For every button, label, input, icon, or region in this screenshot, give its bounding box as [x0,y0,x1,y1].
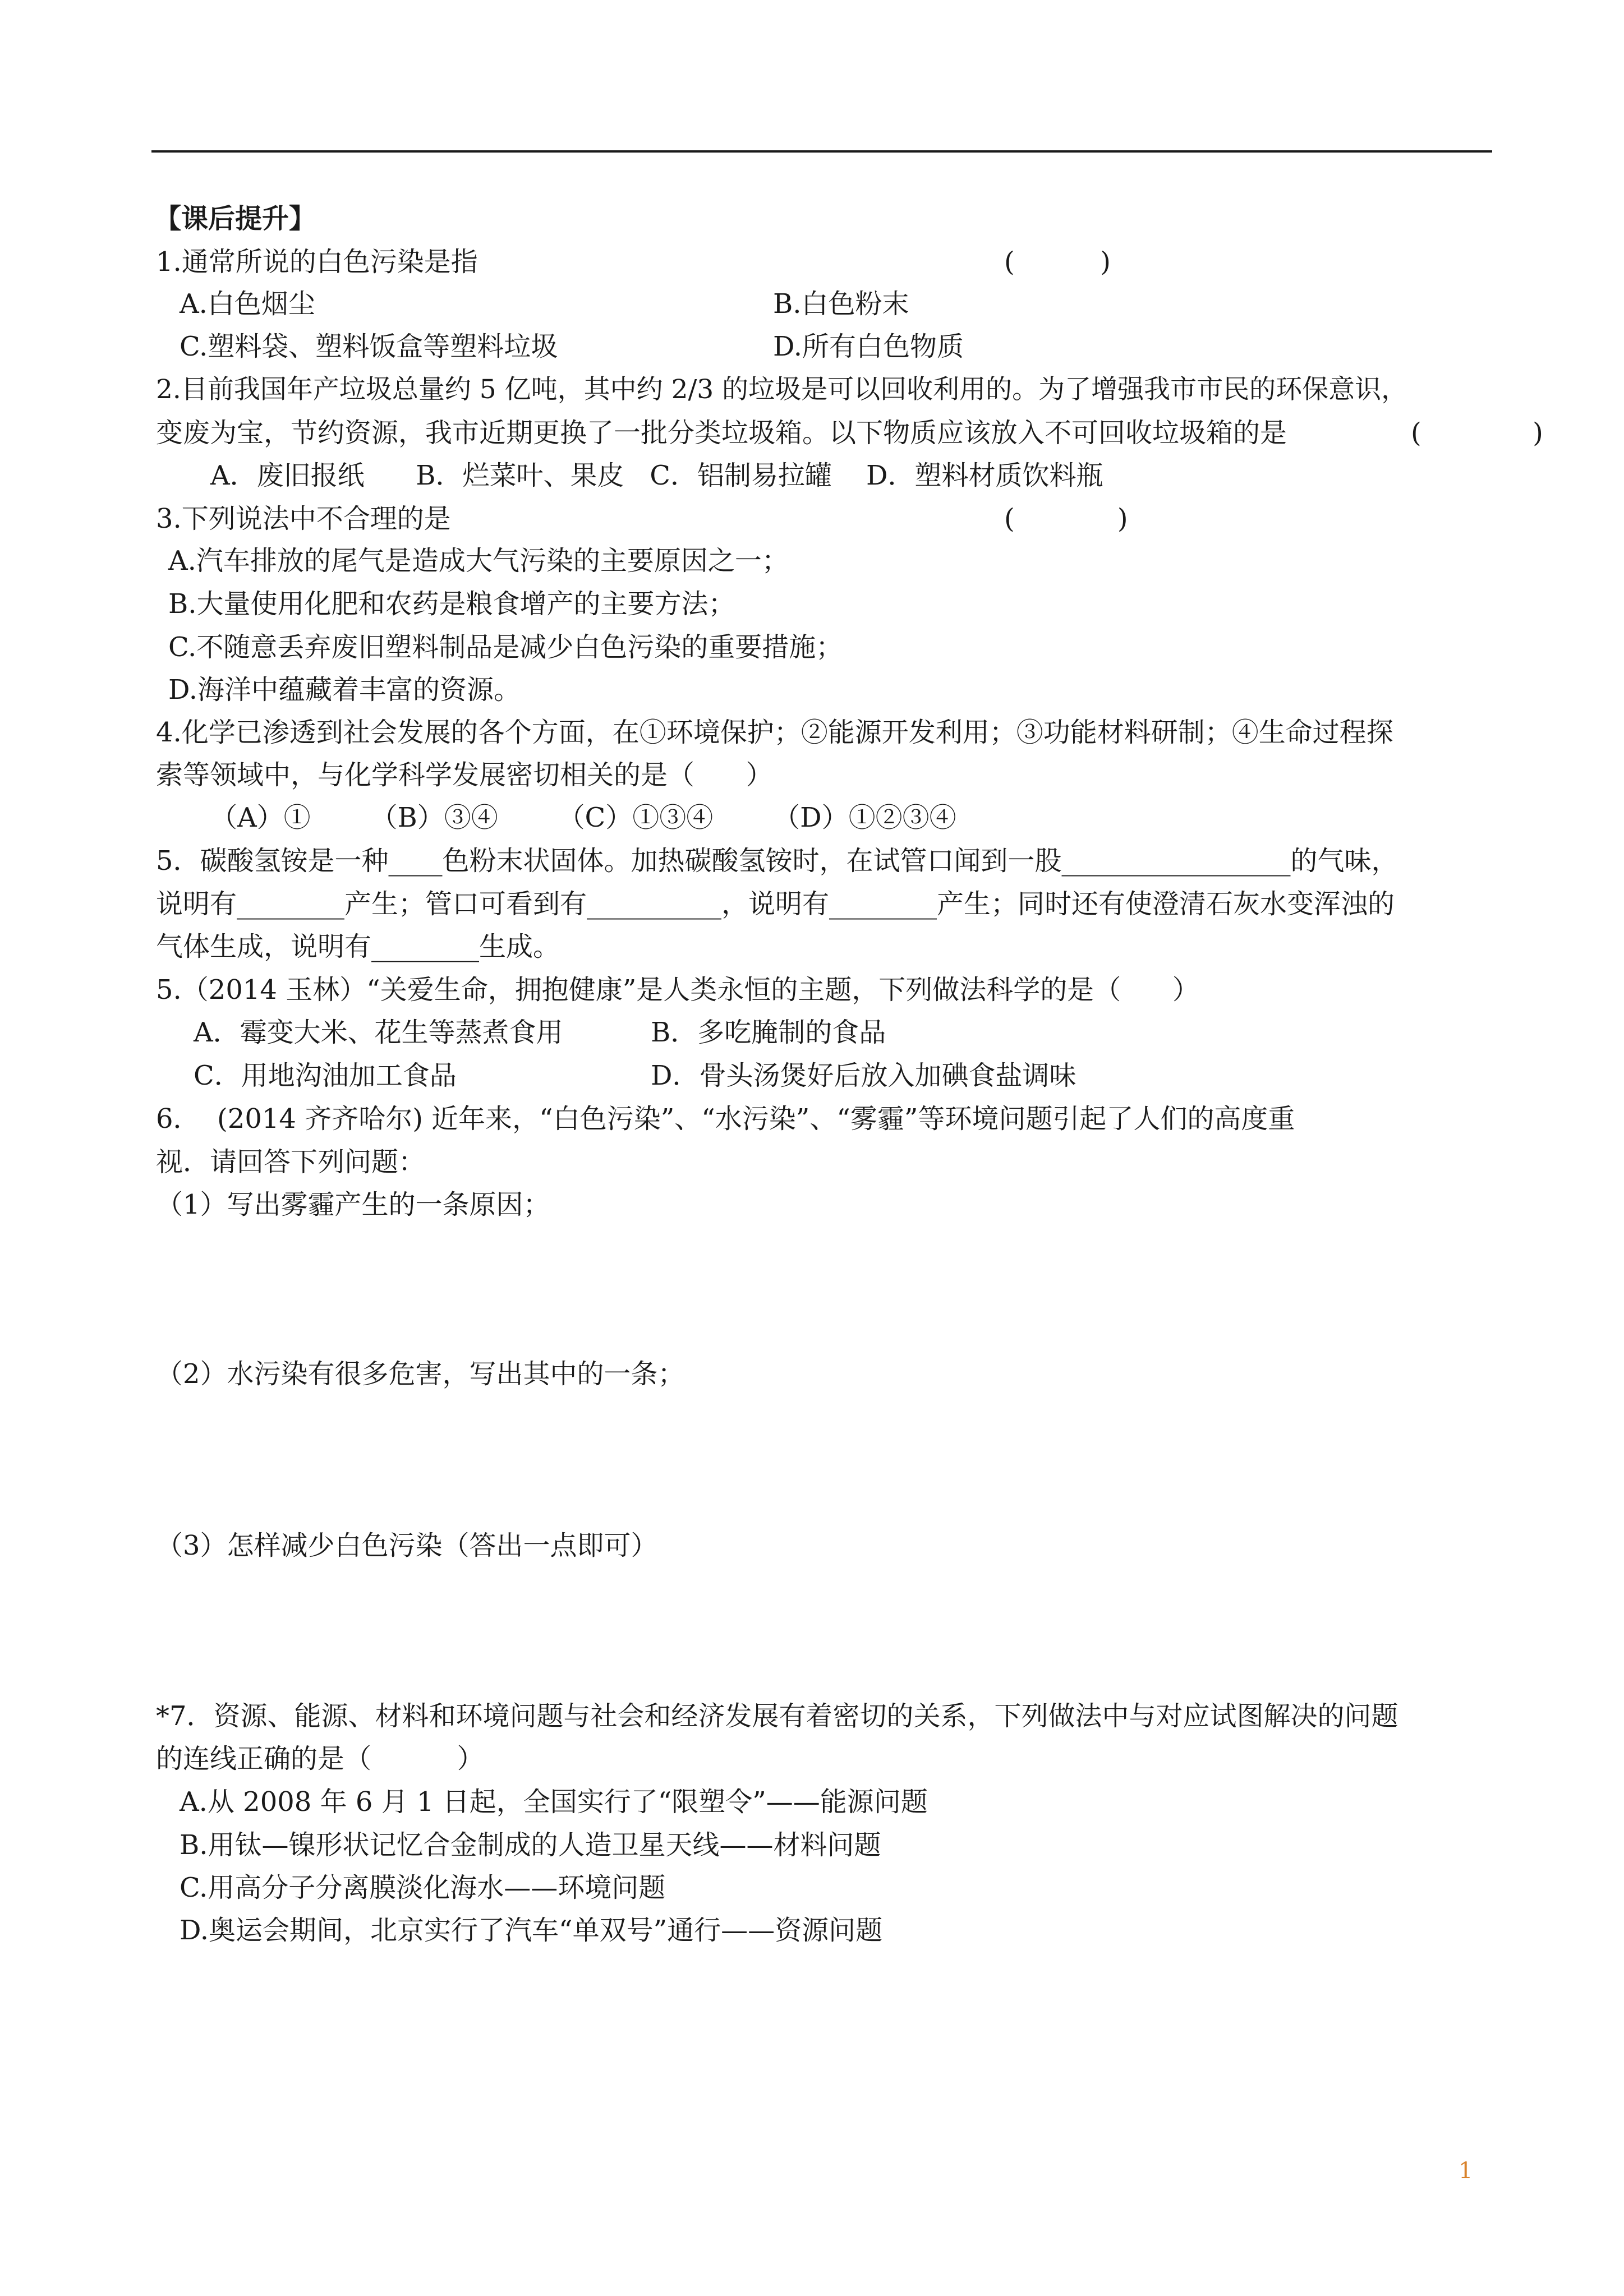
q7-option-c: C.用高分子分离膜淡化海水——环境问题 [180,1872,666,1903]
q6-subquestion-3: （3）怎样减少白色污染（答出一点即可） [156,1530,658,1561]
q5b-option-b: B．多吃腌制的食品 [651,1017,886,1048]
q5b-option-d: D．骨头汤煲好后放入加碘食盐调味 [651,1060,1076,1091]
q1-option-c: C.塑料袋、塑料饭盒等塑料垃圾 [180,331,558,362]
q7-option-a: A.从 2008 年 6 月 1 日起，全国实行了“限塑令”——能源问题 [180,1786,928,1818]
q5b-stem: 5.（2014 玉林）“关爱生命，拥抱健康”是人类永恒的主题，下列做法科学的是（ ） [156,974,1199,1006]
q6-subquestion-2: （2）水污染有很多危害，写出其中的一条； [156,1358,685,1390]
q3-option-b: B.大量使用化肥和农药是粮食增产的主要方法； [168,588,735,620]
q4-line-2: 索等领域中，与化学科学发展密切相关的是（ ） [156,759,773,791]
q2-options: A．废旧报纸 B．烂菜叶、果皮 C．铝制易拉罐 D．塑料材质饮料瓶 [210,460,1103,491]
q5b-option-c: C．用地沟油加工食品 [194,1060,457,1091]
q4-options: （A）① （B）③④ （C）①③④ （D）①②③④ [210,802,956,833]
q5b-option-a: A．霉变大米、花生等蒸煮食用 [194,1017,563,1048]
q5a-line-2: 说明有________产生；管口可看到有__________，说明有________产生；同时还有使澄清石灰水变浑浊的 [156,888,1395,920]
q3-stem: 3.下列说法中不合理的是 [156,503,451,534]
section-title: 【课后提升】 [154,203,316,234]
q6-subquestion-1: （1）写出雾霾产生的一条原因； [156,1189,550,1220]
q1-option-a: A.白色烟尘 [180,288,315,320]
q4-line-1: 4.化学已渗透到社会发展的各个方面，在①环境保护；②能源开发利用；③功能材料研制；④生命过程探 [156,717,1393,748]
q7-option-b: B.用钛—镍形状记忆合金制成的人造卫星天线——材料问题 [180,1829,881,1861]
q6-line-1: 6． (2014 齐齐哈尔) 近年来，“白色污染”、“水污染”、“雾霾”等环境问题引起了人们的高度重 [156,1103,1295,1135]
q2-answer-bracket: ( ) [1411,417,1543,449]
q6-line-2: 视．请回答下列问题： [156,1146,426,1178]
q2-line-2: 变废为宝，节约资源，我市近期更换了一批分类垃圾箱。以下物质应该放入不可回收垃圾箱的是 [156,417,1287,449]
q3-option-c: C.不随意丢弃废旧塑料制品是减少白色污染的重要措施； [168,631,843,663]
q3-option-d: D.海洋中蕴藏着丰富的资源。 [168,674,521,706]
q1-stem: 1.通常所说的白色污染是指 [156,246,478,278]
q1-option-b: B.白色粉末 [773,288,909,320]
q5a-line-3: 气体生成，说明有________生成。 [156,931,560,962]
q2-line-1: 2.目前我国年产垃圾总量约 5 亿吨，其中约 2/3 的垃圾是可以回收利用的。为了增强我市市民的环保意识， [156,374,1408,405]
q7-line-2: 的连线正确的是（ ） [156,1743,484,1774]
q5a-line-1: 5．碳酸氢铵是一种____色粉末状固体。加热碳酸氢铵时，在试管口闻到一股_________________的气味， [156,845,1398,877]
q7-line-1: *7．资源、能源、材料和环境问题与社会和经济发展有着密切的关系，下列做法中与对应试图解决的问题 [156,1700,1398,1732]
header-rule [151,150,1492,153]
page-number: 1 [1459,2158,1473,2184]
q7-option-d: D.奥运会期间，北京实行了汽车“单双号”通行——资源问题 [180,1915,883,1946]
q3-answer-bracket: ( ) [1004,503,1128,534]
q3-option-a: A.汽车排放的尾气是造成大气污染的主要原因之一； [168,545,789,577]
q1-option-d: D.所有白色物质 [773,331,964,362]
q1-answer-bracket: ( ) [1004,246,1111,278]
